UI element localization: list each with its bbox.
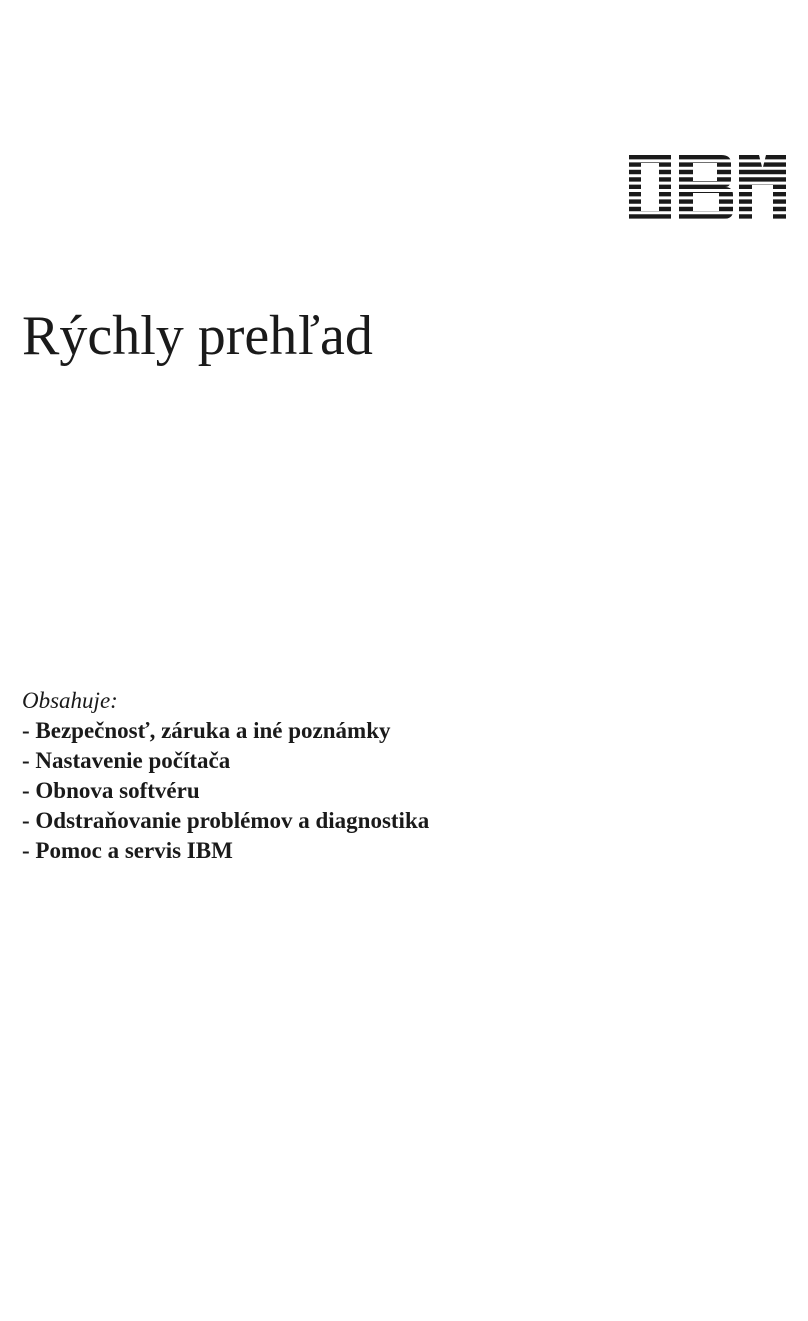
contents-label: Obsahuje: [22, 688, 118, 713]
contents-item: - Pomoc a servis IBM [22, 838, 233, 863]
document-title: Rýchly prehľad [22, 305, 373, 367]
contents-item: - Bezpečnosť, záruka a iné poznámky [22, 718, 391, 743]
contents-item: - Obnova softvéru [22, 778, 200, 803]
contents-item: - Nastavenie počítača [22, 748, 231, 773]
contents-item: - Odstraňovanie problémov a diagnostika [22, 808, 430, 833]
ibm-logo [629, 155, 786, 219]
ibm-logo-graphic [629, 155, 786, 219]
contents-list [22, 716, 429, 866]
contents-section [22, 686, 429, 866]
